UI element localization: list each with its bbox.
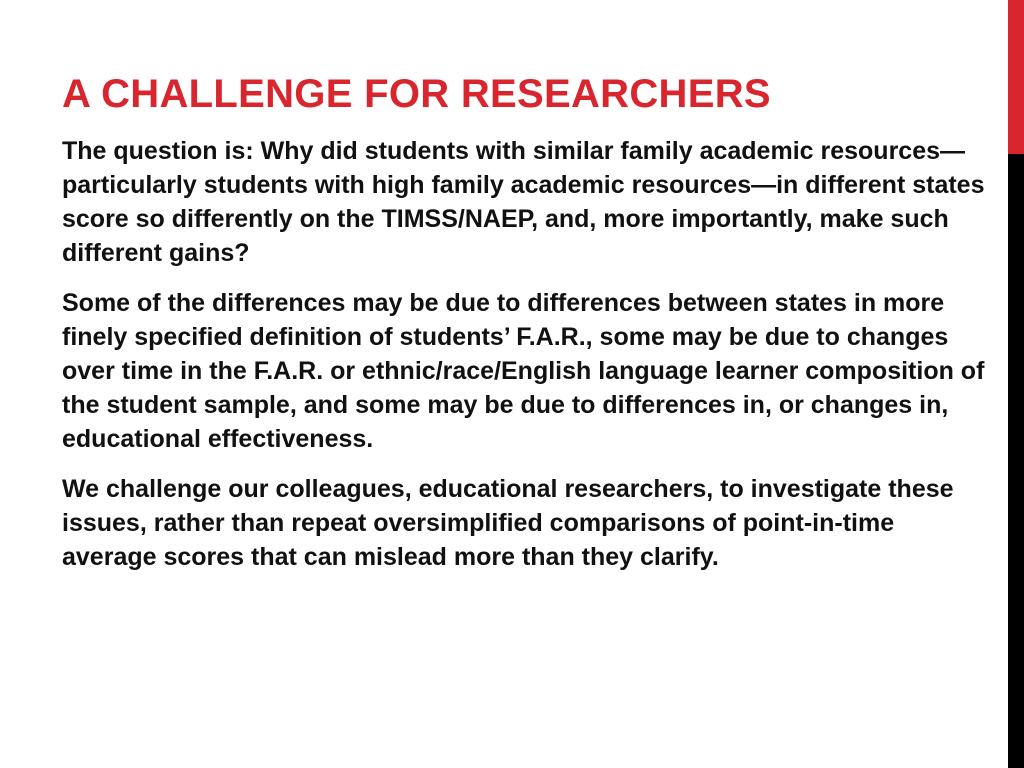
paragraph-challenge: We challenge our colleagues, educational researchers, to investigate these issues, rather than repeat oversimplified comparisons of point-in-time average scores that can mislead more than they clarify. — [62, 475, 954, 571]
slide-title: A CHALLENGE FOR RESEARCHERS — [62, 72, 771, 116]
side-accent-bar-black — [1008, 154, 1024, 768]
paragraph-question: The question is: Why did students with similar family academic resources—particularly students with high family academic resources—in different states score so differently on the TIMSS/NAEP, and, more importantly, make such different gains? — [62, 137, 985, 267]
paragraph-differences: Some of the differences may be due to differences between states in more finely specified definition of students’ F.A.R., some may be due to changes over time in the F.A.R. or ethnic/race/English language learner composition of the student sample, and some may be due to differences in, or changes in, educational effectiveness. — [62, 289, 985, 453]
side-accent-bar-red — [1008, 0, 1024, 154]
slide-body — [62, 134, 992, 590]
